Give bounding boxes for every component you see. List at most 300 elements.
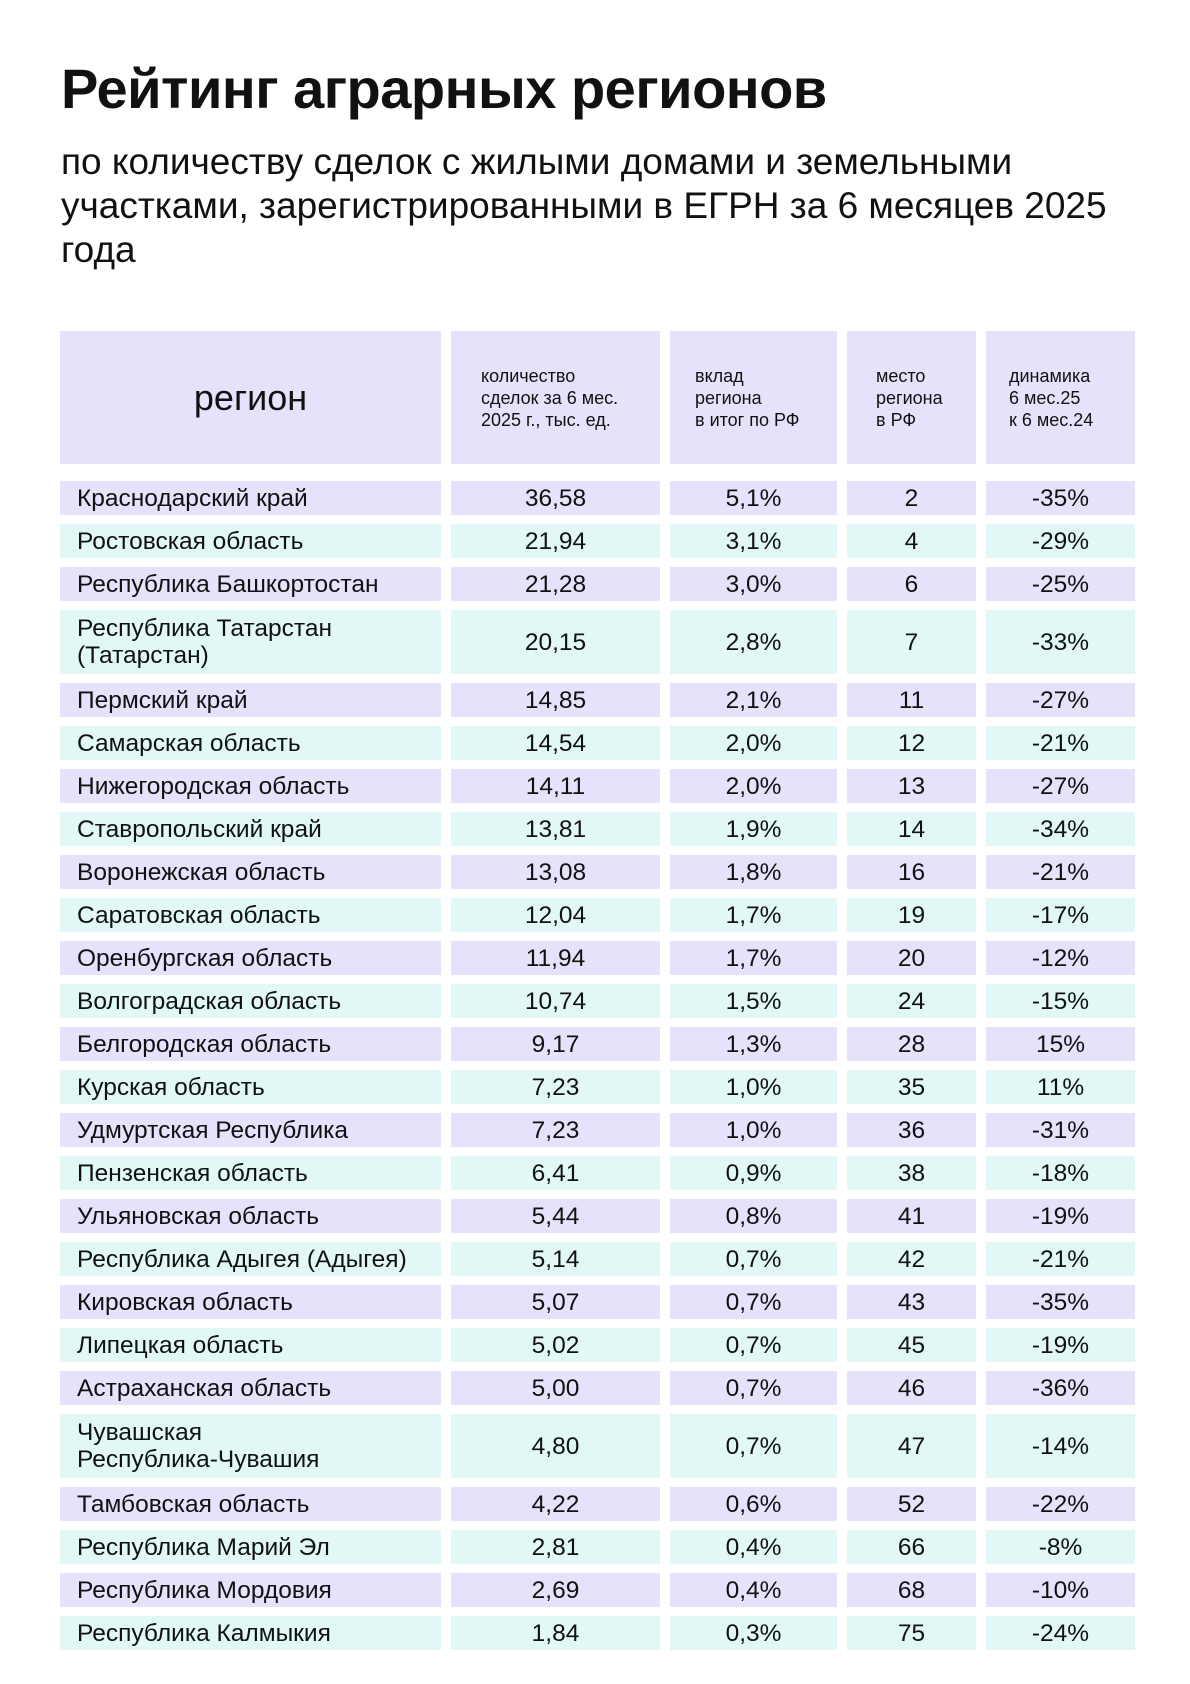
cell-share — [670, 1285, 837, 1319]
cell-dynamics — [986, 1616, 1135, 1650]
cell-deals — [451, 1573, 660, 1607]
table-row — [60, 1530, 1135, 1564]
cell-region — [60, 1616, 441, 1650]
cell-region — [60, 941, 441, 975]
table-row — [60, 855, 1135, 889]
cell-dynamics — [986, 1242, 1135, 1276]
cell-share — [670, 1156, 837, 1190]
cell-rank-text: 66 — [897, 1533, 926, 1561]
table-row — [60, 1371, 1135, 1405]
cell-share — [670, 481, 837, 515]
cell-share — [670, 898, 837, 932]
cell-region — [60, 1285, 441, 1319]
cell-dynamics-text: -27% — [1031, 686, 1090, 714]
cell-region — [60, 726, 441, 760]
cell-share-text: 0,7% — [725, 1331, 782, 1359]
cell-share-text: 0,7% — [725, 1288, 782, 1316]
cell-region-text: Тамбовская область — [77, 1490, 310, 1518]
table-row — [60, 524, 1135, 558]
cell-deals — [451, 726, 660, 760]
cell-share — [670, 1242, 837, 1276]
cell-dynamics — [986, 567, 1135, 601]
cell-dynamics-text: -24% — [1031, 1619, 1090, 1647]
cell-rank-text: 7 — [904, 628, 919, 656]
cell-rank-text: 24 — [897, 987, 926, 1015]
ranking-table — [60, 331, 1135, 1659]
cell-rank-text: 2 — [904, 484, 919, 512]
cell-share-text: 1,8% — [725, 858, 782, 886]
cell-region-text: Республика Марий Эл — [77, 1533, 330, 1561]
cell-region — [60, 1573, 441, 1607]
cell-dynamics — [986, 1487, 1135, 1521]
cell-dynamics-text: -19% — [1031, 1202, 1090, 1230]
cell-region-text: Кировская область — [77, 1288, 293, 1316]
cell-rank-text: 38 — [897, 1159, 926, 1187]
cell-deals-text: 20,15 — [524, 628, 587, 656]
cell-share — [670, 1616, 837, 1650]
table-row — [60, 683, 1135, 717]
cell-deals — [451, 481, 660, 515]
cell-share-text: 2,8% — [725, 628, 782, 656]
cell-dynamics-text: -19% — [1031, 1331, 1090, 1359]
header-share — [670, 331, 837, 464]
table-row — [60, 812, 1135, 846]
cell-rank — [847, 1199, 976, 1233]
cell-deals — [451, 769, 660, 803]
table-row — [60, 1242, 1135, 1276]
cell-rank-text: 52 — [897, 1490, 926, 1518]
cell-share-text: 0,9% — [725, 1159, 782, 1187]
cell-region — [60, 1113, 441, 1147]
cell-dynamics-text: -17% — [1031, 901, 1090, 929]
cell-rank — [847, 1156, 976, 1190]
cell-region — [60, 1156, 441, 1190]
cell-share-text: 2,1% — [725, 686, 782, 714]
cell-deals-text: 5,02 — [531, 1331, 580, 1359]
cell-deals — [451, 984, 660, 1018]
cell-share-text: 0,7% — [725, 1432, 782, 1460]
cell-deals-text: 10,74 — [524, 987, 587, 1015]
cell-dynamics-text: -21% — [1031, 1245, 1090, 1273]
table-row — [60, 1285, 1135, 1319]
cell-share — [670, 524, 837, 558]
cell-dynamics-text: -35% — [1031, 1288, 1090, 1316]
cell-rank — [847, 1573, 976, 1607]
cell-deals-text: 2,81 — [531, 1533, 580, 1561]
cell-region-text: Чувашская Республика-Чувашия — [77, 1419, 320, 1473]
cell-share-text: 0,3% — [725, 1619, 782, 1647]
cell-deals-text: 4,22 — [531, 1490, 580, 1518]
cell-region — [60, 610, 441, 674]
cell-dynamics-text: -35% — [1031, 484, 1090, 512]
cell-share — [670, 812, 837, 846]
cell-deals-text: 13,08 — [524, 858, 587, 886]
cell-dynamics-text: 15% — [1035, 1030, 1086, 1058]
cell-share-text: 5,1% — [725, 484, 782, 512]
cell-rank-text: 47 — [897, 1432, 926, 1460]
cell-deals — [451, 1070, 660, 1104]
header-region-label: регион — [193, 376, 308, 418]
cell-region — [60, 855, 441, 889]
cell-share-text: 1,5% — [725, 987, 782, 1015]
cell-dynamics — [986, 683, 1135, 717]
cell-region — [60, 683, 441, 717]
cell-region — [60, 898, 441, 932]
cell-region — [60, 1242, 441, 1276]
cell-dynamics-text: -31% — [1031, 1116, 1090, 1144]
cell-rank — [847, 1371, 976, 1405]
cell-dynamics — [986, 1371, 1135, 1405]
cell-rank-text: 13 — [897, 772, 926, 800]
cell-deals-text: 5,14 — [531, 1245, 580, 1273]
cell-rank-text: 14 — [897, 815, 926, 843]
cell-dynamics — [986, 1530, 1135, 1564]
cell-deals — [451, 941, 660, 975]
cell-region — [60, 1328, 441, 1362]
table-row — [60, 1199, 1135, 1233]
cell-dynamics-text: -15% — [1031, 987, 1090, 1015]
cell-dynamics-text: -21% — [1031, 858, 1090, 886]
cell-region-text: Удмуртская Республика — [77, 1116, 349, 1144]
cell-region — [60, 524, 441, 558]
cell-region-text: Пензенская область — [77, 1159, 308, 1187]
cell-region-text: Белгородская область — [77, 1030, 332, 1058]
cell-deals — [451, 1113, 660, 1147]
cell-rank-text: 6 — [904, 570, 919, 598]
cell-dynamics-text: -8% — [1038, 1533, 1083, 1561]
cell-dynamics-text: -10% — [1031, 1576, 1090, 1604]
cell-dynamics-text: -14% — [1031, 1432, 1090, 1460]
cell-dynamics — [986, 984, 1135, 1018]
cell-deals — [451, 1530, 660, 1564]
header-share-label: вклад региона в итог по РФ — [695, 365, 800, 430]
cell-deals-text: 7,23 — [531, 1073, 580, 1101]
cell-share — [670, 1027, 837, 1061]
cell-deals-text: 2,69 — [531, 1576, 580, 1604]
cell-share — [670, 1573, 837, 1607]
cell-share-text: 3,1% — [725, 527, 782, 555]
cell-share-text: 2,0% — [725, 772, 782, 800]
cell-deals-text: 21,28 — [524, 570, 587, 598]
cell-deals — [451, 1328, 660, 1362]
cell-rank-text: 4 — [904, 527, 919, 555]
cell-region-text: Липецкая область — [77, 1331, 284, 1359]
cell-deals — [451, 1285, 660, 1319]
table-row — [60, 567, 1135, 601]
cell-dynamics — [986, 769, 1135, 803]
cell-deals-text: 14,85 — [524, 686, 587, 714]
cell-deals — [451, 524, 660, 558]
cell-deals — [451, 610, 660, 674]
table-row — [60, 1573, 1135, 1607]
cell-dynamics — [986, 812, 1135, 846]
cell-region-text: Саратовская область — [77, 901, 321, 929]
cell-share-text: 1,0% — [725, 1073, 782, 1101]
header-deals-label: количество сделок за 6 мес. 2025 г., тыс. ед. — [481, 365, 619, 430]
header-rank-label: место региона в РФ — [876, 365, 943, 430]
cell-deals — [451, 1414, 660, 1478]
cell-deals-text: 6,41 — [531, 1159, 580, 1187]
cell-deals-text: 14,11 — [525, 772, 586, 800]
cell-rank — [847, 1328, 976, 1362]
cell-rank — [847, 941, 976, 975]
cell-rank-text: 35 — [897, 1073, 926, 1101]
cell-deals-text: 4,80 — [531, 1432, 580, 1460]
cell-deals-text: 9,17 — [531, 1030, 580, 1058]
cell-share — [670, 1070, 837, 1104]
cell-region-text: Республика Адыгея (Адыгея) — [77, 1245, 407, 1273]
cell-region — [60, 812, 441, 846]
cell-share — [670, 1414, 837, 1478]
cell-region-text: Ростовская область — [77, 527, 304, 555]
cell-rank-text: 43 — [897, 1288, 926, 1316]
cell-share-text: 0,8% — [725, 1202, 782, 1230]
cell-deals-text: 12,04 — [524, 901, 587, 929]
cell-deals-text: 11,94 — [525, 944, 586, 972]
cell-dynamics-text: -22% — [1031, 1490, 1090, 1518]
cell-rank-text: 20 — [897, 944, 926, 972]
cell-share — [670, 1328, 837, 1362]
page-title: Рейтинг аграрных регионов — [61, 57, 827, 120]
cell-region-text: Республика Татарстан (Татарстан) — [77, 615, 333, 669]
cell-dynamics — [986, 1285, 1135, 1319]
cell-rank — [847, 1242, 976, 1276]
cell-rank — [847, 683, 976, 717]
table-body — [60, 481, 1135, 1650]
cell-deals — [451, 1242, 660, 1276]
table-row — [60, 610, 1135, 674]
cell-share — [670, 1113, 837, 1147]
cell-deals-text: 13,81 — [524, 815, 587, 843]
cell-dynamics — [986, 898, 1135, 932]
cell-dynamics-text: -18% — [1031, 1159, 1090, 1187]
cell-deals-text: 36,58 — [524, 484, 587, 512]
table-row — [60, 1070, 1135, 1104]
cell-deals — [451, 1371, 660, 1405]
cell-rank — [847, 1070, 976, 1104]
cell-share — [670, 610, 837, 674]
cell-rank — [847, 1414, 976, 1478]
cell-deals-text: 1,84 — [531, 1619, 580, 1647]
cell-share-text: 0,7% — [725, 1245, 782, 1273]
cell-share — [670, 567, 837, 601]
table-row — [60, 898, 1135, 932]
cell-dynamics — [986, 610, 1135, 674]
cell-rank-text: 12 — [897, 729, 926, 757]
cell-share — [670, 1371, 837, 1405]
cell-region-text: Курская область — [77, 1073, 265, 1101]
cell-dynamics — [986, 941, 1135, 975]
cell-dynamics — [986, 726, 1135, 760]
cell-share-text: 1,9% — [725, 815, 782, 843]
table-row — [60, 1414, 1135, 1478]
cell-region-text: Астраханская область — [77, 1374, 332, 1402]
cell-share — [670, 726, 837, 760]
cell-rank — [847, 481, 976, 515]
cell-share-text: 0,7% — [725, 1374, 782, 1402]
cell-dynamics-text: -12% — [1031, 944, 1090, 972]
cell-dynamics — [986, 524, 1135, 558]
header-rank — [847, 331, 976, 464]
table-row — [60, 941, 1135, 975]
cell-share — [670, 683, 837, 717]
table-row — [60, 726, 1135, 760]
cell-dynamics — [986, 1156, 1135, 1190]
cell-dynamics-text: -21% — [1031, 729, 1090, 757]
cell-share — [670, 769, 837, 803]
cell-share-text: 0,4% — [725, 1576, 782, 1604]
cell-region-text: Ульяновская область — [77, 1202, 320, 1230]
cell-rank-text: 75 — [897, 1619, 926, 1647]
table-row — [60, 1027, 1135, 1061]
cell-region — [60, 1487, 441, 1521]
cell-dynamics-text: -29% — [1031, 527, 1090, 555]
cell-dynamics — [986, 1414, 1135, 1478]
cell-share — [670, 984, 837, 1018]
cell-rank-text: 19 — [897, 901, 926, 929]
table-row — [60, 984, 1135, 1018]
cell-rank — [847, 812, 976, 846]
cell-deals — [451, 855, 660, 889]
cell-deals-text: 5,00 — [531, 1374, 580, 1402]
cell-dynamics-text: -25% — [1031, 570, 1090, 598]
cell-dynamics — [986, 1573, 1135, 1607]
cell-region — [60, 1414, 441, 1478]
header-dynamics-label: динамика 6 мес.25 к 6 мес.24 — [1009, 365, 1094, 430]
cell-rank-text: 11 — [898, 686, 925, 714]
cell-deals — [451, 898, 660, 932]
cell-rank-text: 68 — [897, 1576, 926, 1604]
cell-share — [670, 855, 837, 889]
cell-dynamics — [986, 481, 1135, 515]
cell-dynamics — [986, 1027, 1135, 1061]
cell-share — [670, 1487, 837, 1521]
cell-share-text: 1,7% — [725, 944, 782, 972]
cell-share-text: 3,0% — [725, 570, 782, 598]
cell-region-text: Республика Мордовия — [77, 1576, 332, 1604]
cell-rank — [847, 610, 976, 674]
cell-deals — [451, 567, 660, 601]
cell-dynamics-text: 11% — [1036, 1073, 1085, 1101]
cell-dynamics-text: -36% — [1031, 1374, 1090, 1402]
header-region — [60, 331, 441, 464]
cell-region — [60, 1070, 441, 1104]
cell-region — [60, 481, 441, 515]
cell-share — [670, 941, 837, 975]
cell-region-text: Республика Калмыкия — [77, 1619, 331, 1647]
cell-rank — [847, 726, 976, 760]
cell-region-text: Краснодарский край — [77, 484, 308, 512]
cell-region-text: Нижегородская область — [77, 772, 350, 800]
cell-rank — [847, 898, 976, 932]
cell-share-text: 2,0% — [725, 729, 782, 757]
cell-rank-text: 46 — [897, 1374, 926, 1402]
cell-rank — [847, 1285, 976, 1319]
cell-region-text: Воронежская область — [77, 858, 326, 886]
cell-region-text: Ставропольский край — [77, 815, 322, 843]
cell-deals — [451, 1156, 660, 1190]
cell-share-text: 1,0% — [725, 1116, 782, 1144]
table-row — [60, 1113, 1135, 1147]
table-row — [60, 769, 1135, 803]
cell-region — [60, 1199, 441, 1233]
cell-rank-text: 42 — [897, 1245, 926, 1273]
cell-region — [60, 984, 441, 1018]
cell-share-text: 1,7% — [725, 901, 782, 929]
table-row — [60, 1616, 1135, 1650]
cell-rank — [847, 769, 976, 803]
cell-rank — [847, 1487, 976, 1521]
header-dynamics — [986, 331, 1135, 464]
cell-rank — [847, 1113, 976, 1147]
cell-region — [60, 1371, 441, 1405]
cell-region — [60, 1530, 441, 1564]
table-row — [60, 1328, 1135, 1362]
cell-dynamics — [986, 1070, 1135, 1104]
cell-rank — [847, 524, 976, 558]
cell-rank — [847, 1616, 976, 1650]
cell-dynamics-text: -33% — [1031, 628, 1090, 656]
cell-rank — [847, 567, 976, 601]
cell-deals — [451, 1027, 660, 1061]
cell-share-text: 0,6% — [725, 1490, 782, 1518]
cell-deals-text: 7,23 — [531, 1116, 580, 1144]
cell-rank — [847, 984, 976, 1018]
cell-rank — [847, 855, 976, 889]
cell-share — [670, 1530, 837, 1564]
cell-rank-text: 41 — [897, 1202, 926, 1230]
cell-region — [60, 567, 441, 601]
cell-dynamics — [986, 1199, 1135, 1233]
cell-rank — [847, 1530, 976, 1564]
cell-rank-text: 36 — [897, 1116, 926, 1144]
cell-deals-text: 5,44 — [531, 1202, 580, 1230]
cell-deals-text: 5,07 — [531, 1288, 580, 1316]
cell-region-text: Оренбургская область — [77, 944, 333, 972]
cell-deals — [451, 1616, 660, 1650]
cell-deals-text: 21,94 — [524, 527, 587, 555]
table-header — [60, 331, 1135, 464]
cell-region — [60, 769, 441, 803]
cell-deals-text: 14,54 — [524, 729, 587, 757]
cell-deals — [451, 1199, 660, 1233]
cell-deals — [451, 1487, 660, 1521]
cell-rank — [847, 1027, 976, 1061]
cell-deals — [451, 812, 660, 846]
cell-region-text: Волгоградская область — [77, 987, 342, 1015]
cell-region-text: Пермский край — [77, 686, 248, 714]
cell-region — [60, 1027, 441, 1061]
table-row — [60, 1487, 1135, 1521]
cell-deals — [451, 683, 660, 717]
cell-dynamics — [986, 855, 1135, 889]
table-row — [60, 481, 1135, 515]
cell-share-text: 0,4% — [725, 1533, 782, 1561]
cell-share-text: 1,3% — [725, 1030, 782, 1058]
cell-rank-text: 16 — [897, 858, 926, 886]
cell-region-text: Самарская область — [77, 729, 301, 757]
cell-rank-text: 28 — [897, 1030, 926, 1058]
cell-dynamics-text: -34% — [1031, 815, 1090, 843]
cell-rank-text: 45 — [897, 1331, 926, 1359]
cell-dynamics-text: -27% — [1031, 772, 1090, 800]
table-row — [60, 1156, 1135, 1190]
header-deals — [451, 331, 660, 464]
cell-dynamics — [986, 1328, 1135, 1362]
cell-dynamics — [986, 1113, 1135, 1147]
cell-region-text: Республика Башкортостан — [77, 570, 379, 598]
page-subtitle: по количеству сделок с жилыми домами и земельными участками, зарегистрированными в ЕГРН за 6 месяцев 2025 года — [61, 141, 1107, 270]
